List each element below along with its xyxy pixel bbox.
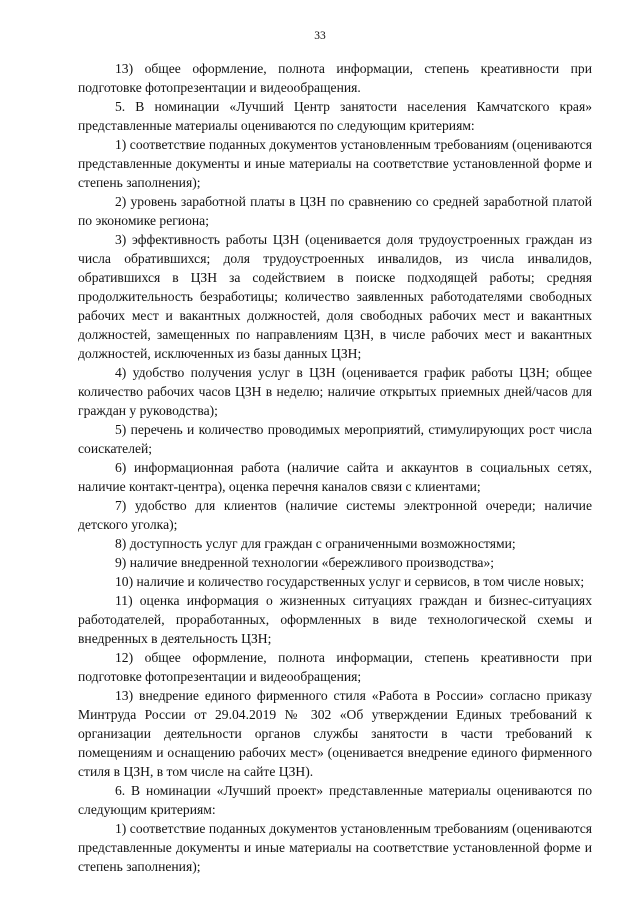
paragraph-project-criterion-1-documents: 1) соответствие поданных документов установленным требованиям (оцениваются представленные документы и иные материалы на соответствие установленной форме и степень заполнения); bbox=[78, 821, 592, 874]
paragraph-criterion-1-documents: 1) соответствие поданных документов установленным требованиям (оцениваются представленные документы и иные материалы на соответствие установленной форме и степень заполнения); bbox=[78, 137, 592, 190]
paragraph-criterion-2-salary: 2) уровень заработной платы в ЦЗН по сравнению со средней заработной платой по экономике региона; bbox=[78, 194, 592, 228]
paragraph-criterion-8-accessibility: 8) доступность услуг для граждан с ограниченными возможностями; bbox=[115, 536, 516, 551]
paragraph-nomination-best-project: 6. В номинации «Лучший проект» представленные материалы оцениваются по следующим критериям: bbox=[78, 783, 592, 817]
page-number: 33 bbox=[314, 30, 326, 42]
paragraph-criterion-3-efficiency: 3) эффективность работы ЦЗН (оценивается доля трудоустроенных граждан из числа обратившихся; доля трудоустроенных инвалидов, из числа инвалидов, обратившихся в ЦЗН за содействием в поиске подходящей работы; средняя продолжительность безработицы; количество заявленных работодателями свободных рабочих мест и вакантных должностей, доля свободных рабочих мест и вакантных должностей, замещенных по направлениям ЦЗН, в числе рабочих мест и вакантных должностей, исключенных из базы данных ЦЗН; bbox=[78, 232, 592, 361]
paragraph-criterion-10-services: 10) наличие и количество государственных услуг и сервисов, в том числе новых; bbox=[115, 574, 585, 589]
paragraph-criterion-11-life-situations: 11) оценка информация о жизненных ситуациях граждан и бизнес-ситуациях работодателей, проработанных, оформленных в виде технологической схемы и внедренных в деятельность ЦЗН; bbox=[78, 593, 592, 646]
paragraph-criterion-6-information: 6) информационная работа (наличие сайта и аккаунтов в социальных сетях, наличие контакт-центра), оценка перечня каналов связи с клиентами; bbox=[78, 460, 592, 494]
paragraph-criterion-12-presentation: 12) общее оформление, полнота информации, степень креативности при подготовке фотопрезентации и видеообращения; bbox=[78, 650, 592, 684]
document-body bbox=[78, 59, 592, 876]
paragraph-criterion-5-events: 5) перечень и количество проводимых мероприятий, стимулирующих рост числа соискателей; bbox=[78, 422, 592, 456]
paragraph-criterion-13-corporate-style: 13) внедрение единого фирменного стиля «Работа в России» согласно приказу Минтруда России от 29.04.2019 № 302 «Об утверждении Единых требований к организации деятельности органов службы занятости в части требований к помещениям и оснащению рабочих мест» (оценивается внедрение единого фирменного стиля в ЦЗН, в том числе на сайте ЦЗН). bbox=[78, 688, 592, 779]
paragraph-nomination-best-employment-center: 5. В номинации «Лучший Центр занятости населения Камчатского края» представленные материалы оцениваются по следующим критериям: bbox=[78, 99, 592, 133]
paragraph-criterion-9-lean: 9) наличие внедренной технологии «бережливого производства»; bbox=[115, 555, 495, 570]
paragraph-criterion-7-clients: 7) удобство для клиентов (наличие системы электронной очереди; наличие детского уголка); bbox=[78, 498, 592, 532]
paragraph-criterion-13-presentation: 13) общее оформление, полнота информации, степень креативности при подготовке фотопрезентации и видеообращения. bbox=[78, 61, 592, 95]
paragraph-criterion-4-convenience: 4) удобство получения услуг в ЦЗН (оценивается график работы ЦЗН; общее количество рабочих часов ЦЗН в неделю; наличие открытых приемных дней/часов для граждан у руководства); bbox=[78, 365, 592, 418]
